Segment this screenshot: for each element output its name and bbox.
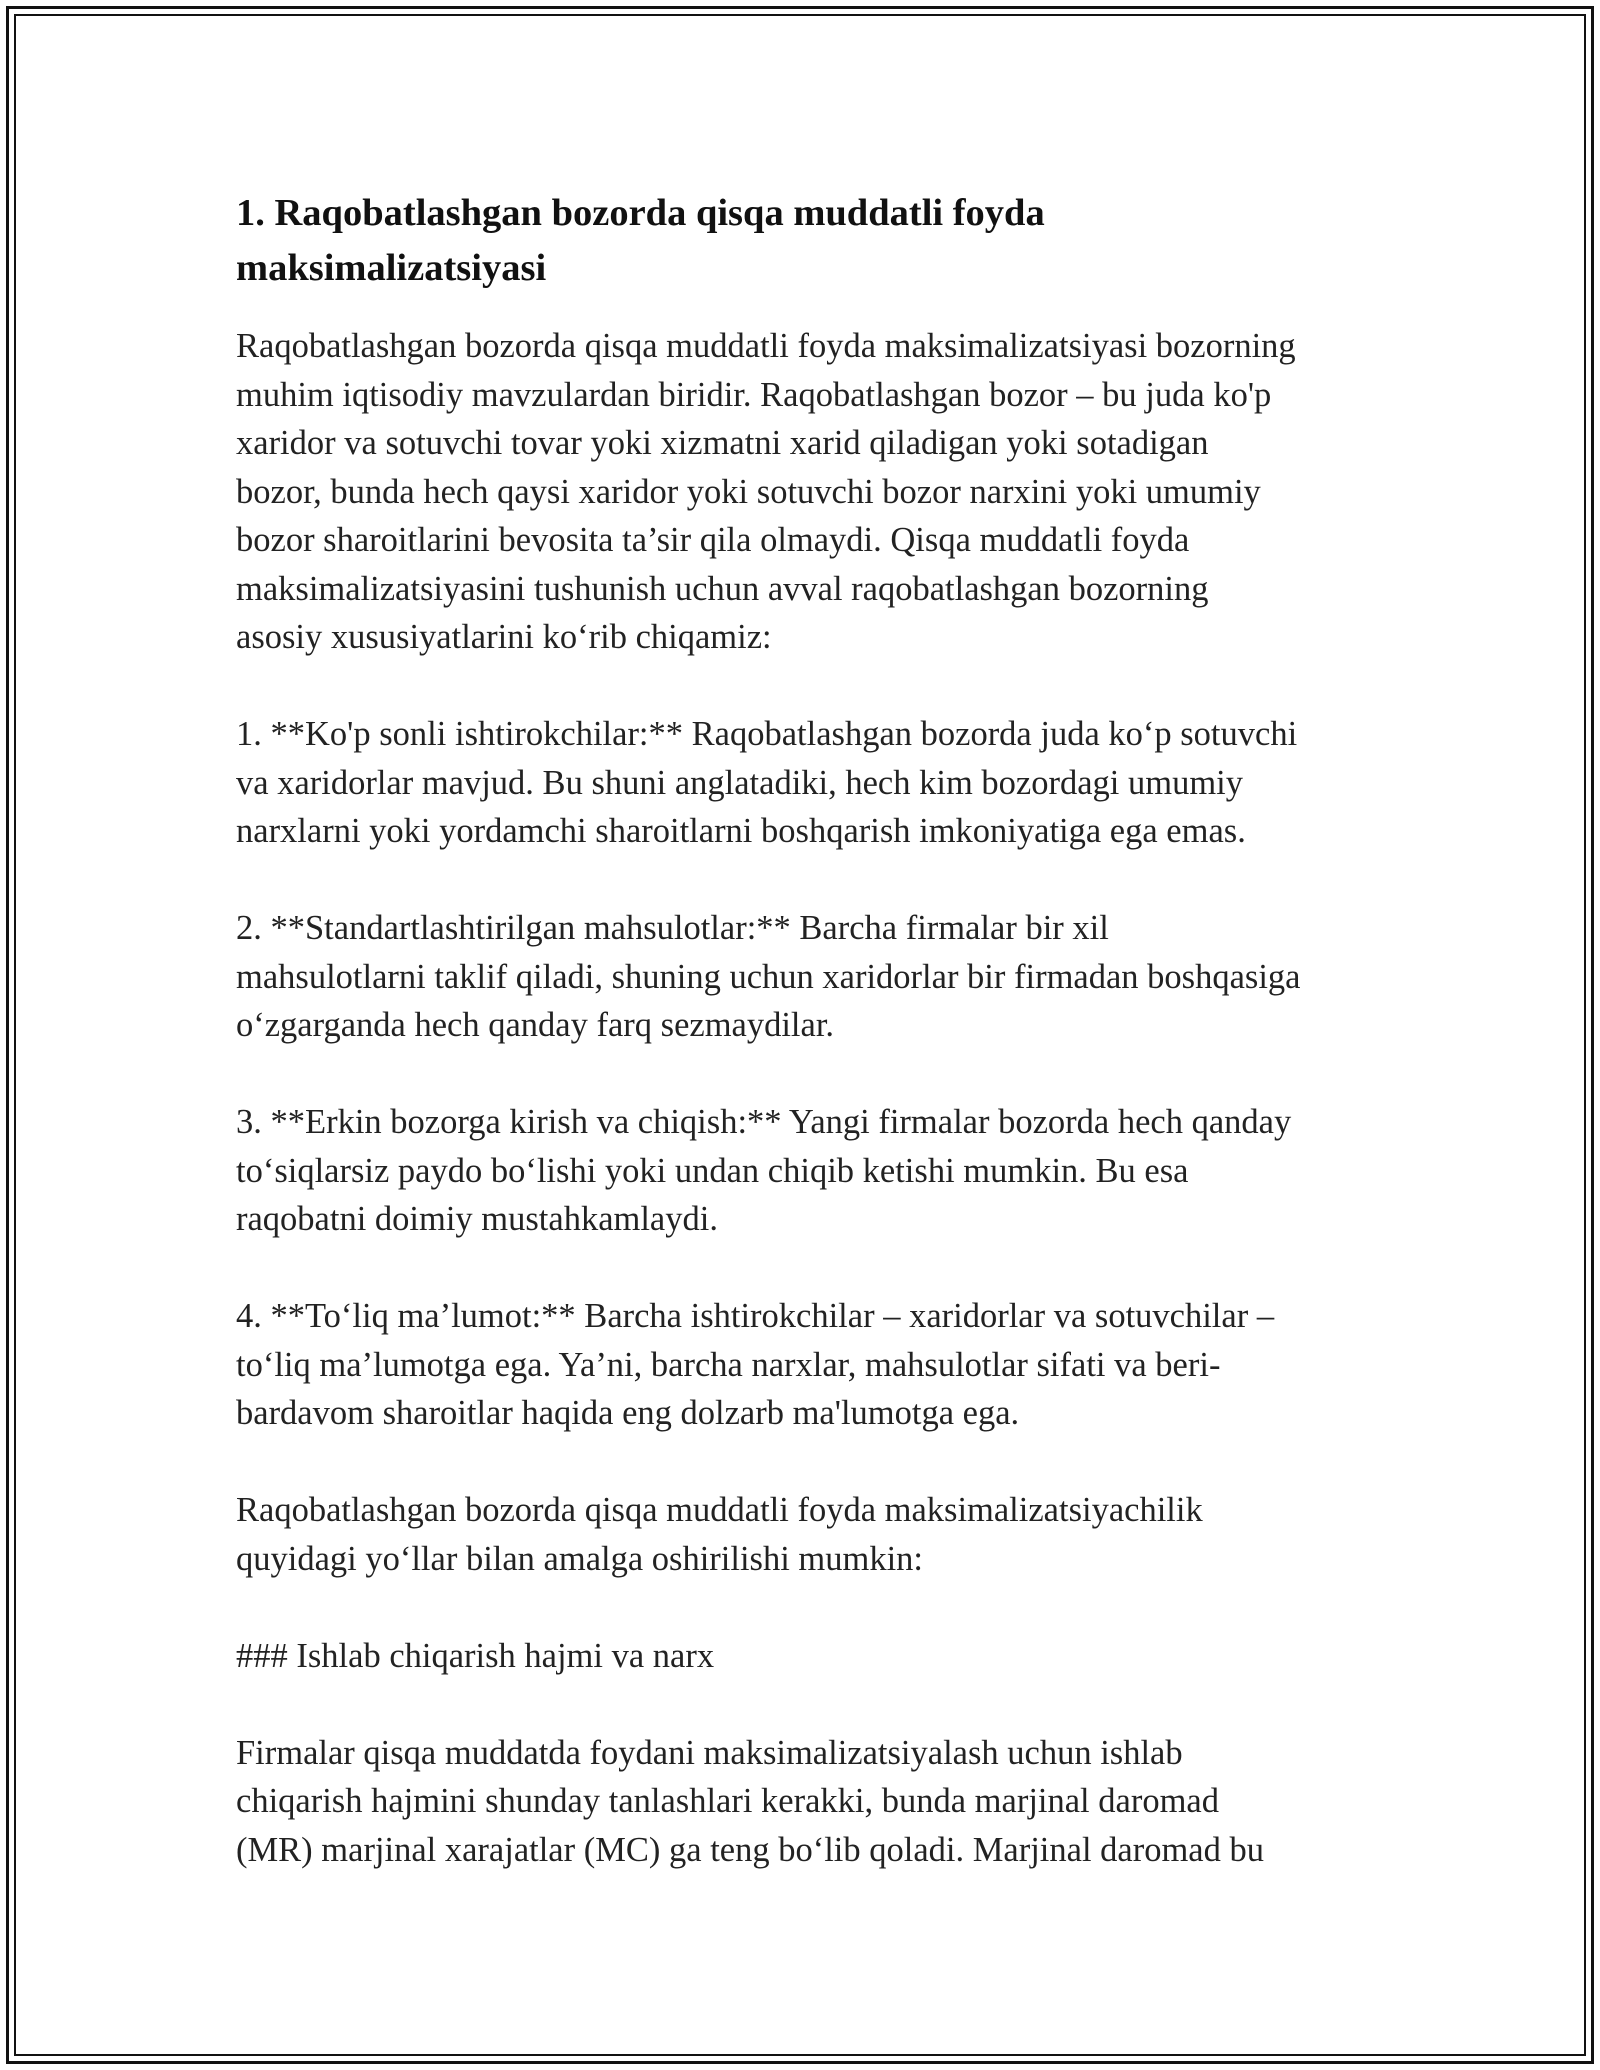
list-item-standardized-products: 2. **Standartlashtirilgan mahsulotlar:** Barcha firmalar bir xil mahsulotlarni taklif qiladi, shuning uchun xaridorlar bir firmadan boshqasiga o‘zgarganda hech qanday farq sezmaydilar. xyxy=(236,909,1301,1044)
subheading: ### Ishlab chiqarish hajmi va narx xyxy=(236,1636,715,1675)
list-item-full-information: 4. **To‘liq ma’lumot:** Barcha ishtirokchilar – xaridorlar va sotuvchilar – to‘liq ma’lumotga ega. Ya’ni, barcha narxlar, mahsulotlar sifati va beri- bardavom sharoitlar haqida eng dolzarb ma'lumotga ega. xyxy=(236,1297,1275,1432)
closing-paragraph: Firmalar qisqa muddatda foydani maksimalizatsiyalash uchun ishlab chiqarish hajmini shunday tanlashlari kerakki, bunda marjinal daromad (MR) marjinal xarajatlar (MC) ga teng bo‘lib qoladi. Marjinal daromad bu xyxy=(236,1733,1264,1869)
section-title: 1. Raqobatlashgan bozorda qisqa muddatli foyda maksimalizatsiyasi xyxy=(236,192,1045,289)
list-item-participants: 1. **Ko'p sonli ishtirokchilar:** Raqobatlashgan bozorda juda ko‘p sotuvchi va xaridorlar mavjud. Bu shuni anglatadiki, hech kim bozordagi umumiy narxlarni yoki yordamchi sharoitlarni boshqarish imkoniyatiga ega emas. xyxy=(236,715,1298,850)
list-item-free-entry-exit: 3. **Erkin bozorga kirish va chiqish:** Yangi firmalar bozorda hech qanday to‘siqlarsiz paydo bo‘lishi yoki undan chiqib ketishi mumkin. Bu esa raqobatni doimiy mustahkamlaydi. xyxy=(236,1103,1292,1238)
intro-paragraph: Raqobatlashgan bozorda qisqa muddatli foyda maksimalizatsiyasi bozorning muhim iqtisodiy mavzulardan biridir. Raqobatlashgan bozor – bu juda ko'p xaridor va sotuvchi tovar yoki xizmatni xarid qiladigan yoki sotadigan bozor, bunda hech qaysi xaridor yoki sotuvchi bozor narxini yoki umumiy bozor sharoitlarini bevosita ta’sir qila olmaydi. Qisqa muddatli foyda maksimalizatsiyasini tushunish uchun avval raqobatlashgan bozorning asosiy xususiyatlarini ko‘rib chiqamiz: xyxy=(236,327,1296,656)
transition-paragraph: Raqobatlashgan bozorda qisqa muddatli foyda maksimalizatsiyachilik quyidagi yo‘llar bilan amalga oshirilishi mumkin: xyxy=(236,1491,1203,1578)
document-body xyxy=(236,186,1386,1874)
